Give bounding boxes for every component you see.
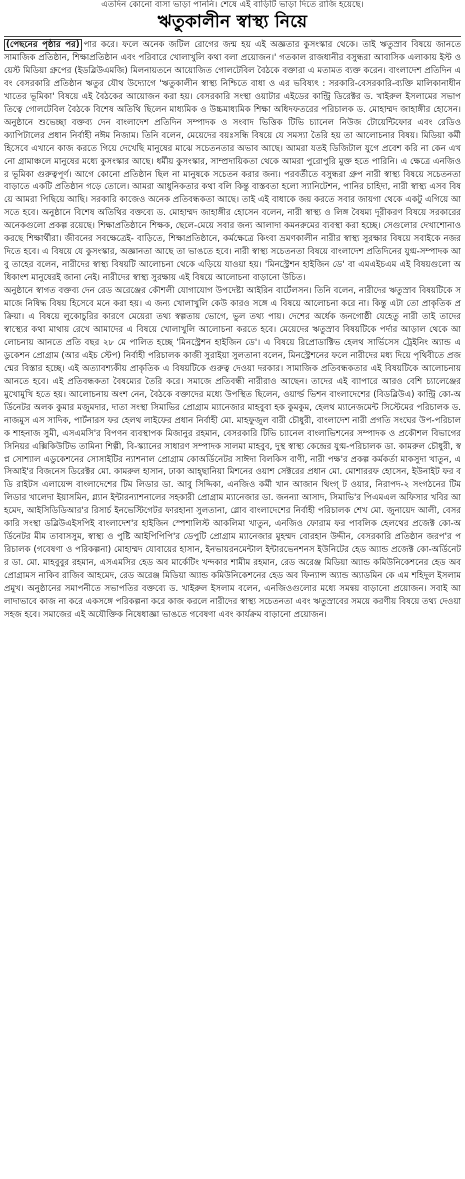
article-body [4, 39, 461, 622]
article-paragraph [4, 285, 461, 622]
paragraph-text: পার করে। ফলে অনেক জটিল রোগের জন্ম হয় এই অজ্ঞতার কুসংস্কার থেকে। তাই ঋতুস্রাব বিষয়ে জানতে সামাজিক প্রতিষ্ঠান, শিক্ষাপ্রতিষ্ঠান এবং পরিবারে খোলাখুলি কথা বলা প্রয়োজন।' গতকাল রাজধানীর বসুন্ধরা আবাসিক এলাকায় ইস্ট ওয়েস্ট মিডিয়া গ্রুপের (ইডব্লিউএমজি) মিলনায়তনে আয়োজিত গোলটেবিল বৈঠকে বক্তারা এ মতামত ব্যক্ত করেন। বাংলাদেশ প্রতিদিন এবং বেসরকারি প্রতিষ্ঠান ঋতুর যৌথ উদ্যোগে 'ঋতুকালীন স্বাস্থ্য নিশ্চিতে বাধা ও এর ভবিষ্যৎ : সরকারি-বেসরকারি-ব্যক্তি মালিকানাধীন খাতের ভূমিকা' বিষয়ে এই বৈঠকের আয়োজন করা হয়। বেসরকারি সংস্থা ওয়াটার এইডের কান্ট্রি ডিরেক্টর ড. খাইরুল ইসলামের সভাপতিত্বে গোলটেবিল বৈঠকে বিশেষ অতিথি ছিলেন মাধ্যমিক ও উচ্চমাধ্যমিক শিক্ষা অধিদফতরের পরিচালক ড. মোহাম্মদ জাহাঙ্গীর হোসেন। অনুষ্ঠানে শুভেচ্ছা বক্তব্য দেন বাংলাদেশ প্রতিদিন সম্পাদক ও সংবাদ ভিত্তিক টিভি চ্যানেল নিউজ টোয়েন্টিফোর এবং রেডিও ক্যাপিটালের প্রধান নির্বাহী নঈম নিজাম। তিনি বলেন, মেয়েদের বয়ঃসন্ধি বিষয়ে যে সমস্যা তৈরি হয় তা আলোচনার বিষয়। মিডিয়া কর্মী হিসেবে এখানে কাজ করতে গিয়ে দেখেছি মানুষের মাঝে সচেতনতার অভাব আছে। আমরা যতই ডিজিটাল যুগে প্রবেশ করি না কেন এখনো গ্রামাঞ্চলে মানুষের মধ্যে কুসংস্কার আছে। ধর্মীয় কুসংস্কার, সাম্প্রদায়িকতা থেকে আমরা পুরোপুরি মুক্ত হতে পারিনি। এ ক্ষেত্রে এনজিওর ভূমিকা গুরুত্বপূর্ণ। আগে কোনো প্রতিষ্ঠান ছিল না মানুষকে সচেতন করার জন্য। পরবর্তীতে বসুন্ধরা গ্রুপ নারী স্বাস্থ্য বিষয়ে সচেতনতা বাড়াতে একটি প্রতিষ্ঠান গড়ে তোলে। আমরা আধুনিকতার কথা বলি কিন্তু বাস্তবতা হলো স্যানিটেশন, পানির চাহিদা, নারী স্বাস্থ্য এসব বিষয়ে আমরা পিছিয়ে আছি। সরকারি কাজেও অনেক প্রতিবন্ধকতা আছে। তাই এই বাধাকে জয় করতে সবার জায়গা থেকে একটু এগিয়ে আসতে হবে। অনুষ্ঠানে বিশেষ অতিথির বক্তব্যে ড. মোহাম্মদ জাহাঙ্গীর হোসেন বলেন, নারী স্বাস্থ্য ও লিঙ্গ বৈষম্য দূরীকরণ বিষয়ে সরকারের অনেকগুলো প্রকল্প রয়েছে। শিক্ষাপ্রতিষ্ঠানে শিক্ষক, ছেলে-মেয়ে সবার জন্য আলাদা কমনরুমের ব্যবস্থা করা হচ্ছে। সেগুলোর দেখাশোনাও করছে শিক্ষার্থীরা। জীবনের সবক্ষেত্রেই- বাড়িতে, শিক্ষাপ্রতিষ্ঠানে, কর্মক্ষেত্রে কিংবা ভ্রমণকালীন নারীর স্বাস্থ্য সুরক্ষার বিষয়ে সবাইকে নজর দিতে হবে। এ বিষয়ে যে কুসংস্কার, অজ্ঞানতা আছে তা ভাঙতে হবে। নারী স্বাস্থ্য সচেতনতা বিষয়ে বাংলাদেশ প্রতিদিনের যুগ্ম-সম্পাদক আবু তাহের বলেন, নারীদের স্বাস্থ্য বিষয়টি আলোচনা থেকে এড়িয়ে যাওয়া হয়। 'মিনস্ট্রেশন হাইজিন ডে' বা এমএইচএম এই বিষয়গুলো অধিকাংশ মানুষেরই জানা নেই। নারীদের স্বাস্থ্য সুরক্ষায় এই বিষয়ে আলোচনা বাড়ানো উচিত। [4, 40, 461, 284]
article-headline: ঋতুকালীন স্বাস্থ্য নিয়ে [157, 12, 308, 32]
headline-rule [4, 36, 461, 37]
previous-column-tail-text: এতদিন কোনো বাসা ভাড়া পাননি। শেষে এই বাড়িটি ভাড়া দিতে রাজি হয়েছে। [101, 0, 364, 10]
continued-from-previous-page-label: (পেছনের পৃষ্ঠার পর) [6, 40, 80, 50]
article-paragraph [4, 39, 461, 285]
paragraph-text: অনুষ্ঠানে স্বাগত বক্তব্য দেন রেড অরেঞ্জের কৌশলী যোগাযোগ উপদেষ্টা আইরিন বার্টেলসন। তিনি বলেন, নারীদের ঋতুস্রাব বিষয়টিকে সমাজে নিষিদ্ধ বিষয় হিসেবে মনে করা হয়। এ জন্য খোলাখুলি কেউ কারও সঙ্গে এ বিষয়ে আলোচনা করে না। কিন্তু এটা তো প্রাকৃতিক প্রক্রিয়া। এ বিষয়ে লুকোচুরির কারণে মেয়েরা তথ্য স্বল্পতায় ভোগে, ভুল তথ্য পায়। দেশের অর্ধেক জনগোষ্ঠী যেহেতু নারী তাই তাদের স্বাস্থ্যের কথা মাথায় রেখে আমাদের এ বিষয়ে খোলাখুলি আলোচনা করতে হবে। মেয়েদের ঋতুস্রাব বিষয়টিকে পর্দার আড়াল থেকে আলোচনায় আনতে প্রতি বছর ২৮ মে পালিত হচ্ছে 'মিনস্ট্রেশন হাইজিন ডে'। এ বিষয়ে রিপ্রোডাক্টিভ হেলথ সার্ভিসেস ট্রেইনিং অ্যান্ড এডুকেশন প্রোগ্রাম (আর এইচ স্টেপ) নির্বাহী পরিচালক কাজী সুরাইয়া সুলতানা বলেন, মিনস্ট্রেশনের ফলে নারীদের মধ্য দিয়ে পৃথিবীতে প্রজন্মের বিস্তার হচ্ছে। এই অত্যাবশ্যকীয় প্রাকৃতিক এ বিষয়টিকে গুরুত্ব দেওয়া দরকার। সামাজিক প্রতিবন্ধকতার এই বিষয়টিকে আলোচনায় আনতে হবে। এই প্রতিবন্ধকতা বৈষম্যের তৈরি করে। সমাজে প্রতিবন্ধী নারীরাও আছেন। তাদের এই ব্যাপারে আরও বেশি চ্যালেঞ্জের মুখোমুখি হতে হয়। আলোচনায় অংশ নেন, বৈঠকে বক্তাদের মধ্যে উপস্থিত ছিলেন, ওয়ার্ল্ড ভিশন বাংলাদেশের (বিডব্লিউএ) কান্ট্রি কো-অর্ডিনেটর অলক কুমার মজুমদার, দাতা সংস্থা সিমাভির প্রোগ্রাম ম্যানেজার মাহবুবা হক কুমকুম, হেলথ ম্যানেজমেন্ট সিস্টেমের পরিচালক ড. নাজমুস এস সাদিক, পার্টনারস ফর হেলথ লাইফের প্রধান নির্বাহী মো. মাহফুজুল বারী চৌধুরী, বাংলাদেশ নারী প্রগতি সংঘের উপ-পরিচালক শাহনাজ সুমী, এসএমসি'র বিপণন ব্যবস্থাপক মিজানুর রহমান, বেসরকারি টিভি চ্যানেল বাংলাভিশনের সম্পাদক ও প্রকৌশল বিভাগের সিনিয়র এক্সিকিউটিভ তামিনা শিল্পী, বি-স্ক্যানের সাধারণ সম্পাদক সালমা মাহবুব, দুস্থ স্বাস্থ্য কেন্দ্রের যুগ্ম-পরিচালক ডা. কামরুল চৌধুরী, স্বপ্ন সোশ্যাল এডুকেশনের সোসাইটির ন্যাশনাল প্রোগ্রাম কোঅর্ডিনেটর সাঈদা বিলকিস বাণী, নারী পক্ষ'র প্রকল্প কর্মকর্তা মাকসুদা খাতুন, এসিআই'র বিজনেস ডিরেক্টর মো. কামরুল হাসান, ঢাকা আহ্ছানিয়া মিশনের ওয়াশ সেক্টরের প্রধান মো. মোশাররফ হোসেন, ইউনাইট ফর বডি রাইটস এলায়েন্স বাংলাদেশের টিম লিডার ডা. আবু সিদ্দিকা, এনজিও কর্মী খান আজান থিংগ্ ট ওয়ার, নিরাপদ-২ সংগঠনের টিম লিডার খালেদা ইয়াসমিন, গ্ল্যান ইন্টারন্যাশনালের সহকারী প্রোগ্রাম ম্যানেজার ডা. জনন্যা আসাদ, সিমাভি'র পিএমএল অফিসার খবির আহমেদ, আইসিডিডিআর'র রিসার্চ ইনভেস্টিগেটর ফারহানা সুলতানা, গ্লোব বাংলাদেশের নির্বাহী পরিচালক শেখ মো. জুনায়েদ আলী, বেসরকারি সংস্থা ডব্লিউএইসপিই বাংলাদেশ'র হাইজিন স্পেশালিস্ট আকলিমা খাতুন, এনজিও ফোরাম ফর পাবলিক হেলথের প্রজেক্ট কো-অর্ডিনেটর মীম তাবাসসুম, স্বাস্থ্য ও পুষ্টি আইপিপিপি'র ডেপুটি প্রোগ্রাম ম্যানেজার মুহম্মদ বোরহান উদ্দীন, বেসরকারি প্রতিষ্ঠান জরপ'র পরিচালক (গবেষণা ও পরিকল্পনা) মোহাম্মদ যোবায়ের হাসান, ইনভায়রনমেন্টাল ইন্টারভেনশনস ইউনিটের হেড অ্যান্ড প্রজেক্ট কো-অর্ডিনেটর ডা. মো. মাহবুবুর রহমান, এসএমসির হেড অব মার্কেটিং খন্দকার শামীম রহমান, রেড অরেঞ্জ মিডিয়া অ্যান্ড কমিউনিকেশনের হেড অব প্রোগ্রামস নাকিব রাজিব আহমেদ, রেড অরেঞ্জ মিডিয়া অ্যান্ড কমিউনিকেশনের হেড অব ফিন্যান্স অ্যান্ড অ্যাডমিন কে এম শহিদুল ইসলাম প্রমুখ। অনুষ্ঠানের সমাপনীতে সভাপতির বক্তব্যে ড. খাইরুল ইসলাম বলেন, এনজিওগুলোর মধ্যে সমন্বয় বাড়ানো প্রয়োজন। সবাই আলাদাভাবে কাজ না করে একসঙ্গে পরিকল্পনা করে কাজ করলে নারীদের স্বাস্থ্য সচেতনতা এবং ঋতুস্রাবের সময়ে করণীয় বিষয়ে তথ্য দেওয়া সহজ হবে। সমাজের এই অযৌক্তিক নিষেধাজ্ঞা ভাঙতে গবেষণা এবং কার্যক্রম বাড়ানো প্রয়োজন। [4, 286, 461, 620]
